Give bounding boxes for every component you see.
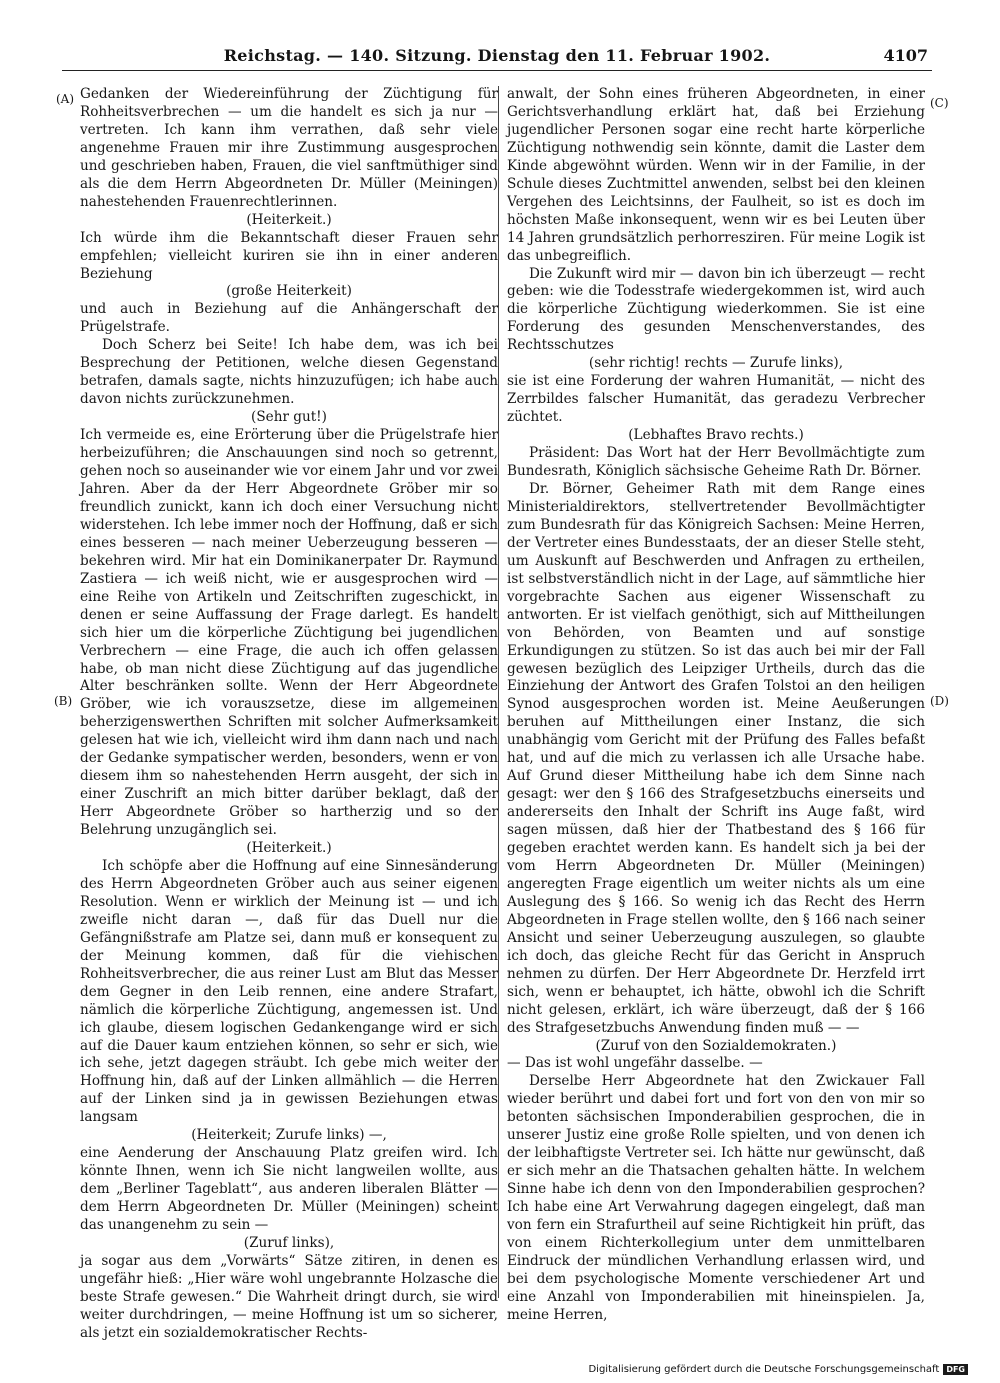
interjection: (Sehr gut!) <box>251 409 327 426</box>
paragraph: — Das ist wohl ungefähr dasselbe. — <box>507 1055 763 1072</box>
paragraph: Die Zukunft wird mir — davon bin ich überzeugt — recht geben: wie die Todesstrafe wiedergekommen ist, wird auch die körperliche Züchtigung wiederkommen. Sie ist eine Forderung des gesunden Menschenverstandes, des Rechtsschutzes <box>507 265 925 354</box>
paragraph: Ich würde ihm die Bekanntschaft dieser Frauen sehr empfehlen; vielleicht kuriren sie ihn in einer anderen Beziehung <box>80 229 498 282</box>
interjection: (sehr richtig! rechts — Zurufe links), <box>588 355 844 372</box>
page-header <box>62 42 932 71</box>
paragraph: Ich schöpfe aber die Hoffnung auf eine Sinnesänderung des Herrn Abgeordneten Gröber auch aus seiner eigenen Resolution. Wenn er wirklich der Meinung ist — und ich zweifle nicht daran —, daß für das Duell nur die Gefängnißstrafe am Platze sei, dann muß er konsequent zu der Meinung kommen, daß für die viehischen Rohheitsverbrecher, die aus reiner Lust am Blut das Messer dem Gegner in den Leib rennen, eine andere Strafart, nämlich die körperliche Züchtigung, angemessen ist. Und ich glaube, diesem logischen Gedankengange wird er sich auf die Dauer kaum entziehen können, so sehr er sich, wie ich sehe, jetzt dagegen sträubt. Ich gebe mich weiter der Hoffnung hin, daß auf der Linken allmählich — die Herren auf der Linken sind ja in gewissen Beziehungen etwas langsam <box>80 857 498 1126</box>
interjection: (Heiterkeit; Zurufe links) —, <box>191 1127 387 1144</box>
column-divider <box>498 86 499 1298</box>
interjection: (Zuruf von den Sozialdemokraten.) <box>595 1037 837 1054</box>
footer-text: Digitalisierung gefördert durch die Deutsche Forschungsgemeinschaft <box>588 1364 940 1375</box>
interjection: (Zuruf links), <box>243 1235 335 1251</box>
interjection: (Lebhaftes Bravo rechts.) <box>628 427 804 444</box>
speaker-paragraph: Dr. Börner, Geheimer Rath mit dem Range eines Ministerialdirektors, stellvertretender Bevollmächtigter zum Bundesrath für das Königreich Sachsen: Meine Herren, der Vertreter eines Bundesstaats, der an dieser Stelle steht, um Auskunft auf Beschwerden und Anfragen zu ertheilen, ist selbstverständlich nicht in der Lage, auf sämmtliche hier vorgebrachte Sachen aus eigener Wissenschaft zu antworten. Er ist vielfach genöthigt, sich auf Mittheilungen von Behörden, von Beamten und auf sonstige Erkundigungen zu stützen. So ist das auch bei mir der Fall gewesen bezüglich des Leipziger Urtheils, durch das die Einziehung der Antwort des Grafen Tolstoi an den heiligen Synod ausgesprochen worden ist. Meine Aeußerungen beruhen auf Mittheilungen einer Instanz, die sich unabhängig vom Gericht mit der Prüfung des Falles befaßt hat, und auf die mich zu verlassen ich alle Ursache habe. Auf Grund dieser Mittheilung habe ich dem Sinne nach gesagt: wer den § 166 des Strafgesetzbuchs einerseits und andererseits den Inhalt der Schrift ins Auge faßt, wird sagen müssen, daß hier der Thatbestand des § 166 für gegeben erachtet werden kann. Es handelt sich ja bei der vom Herrn Abgeordneten Dr. Müller (Meiningen) angeregten Frage eigentlich um weiter nichts als um eine Auslegung des § 166. So wenig ich das Recht des Herrn Abgeordneten in Frage stellen wollte, den § 166 nach seiner Ansicht und seiner Ueberzeugung auszulegen, so glaubte ich doch, das gleiche Recht für das Gericht in Anspruch nehmen zu dürfen. Der Herr Abgeordnete Dr. Herzfeld irrt sich, wenn er behauptet, ich hätte, obwohl ich die Schrift nicht gelesen, erklärt, ich wäre überzeugt, daß der § 166 des Strafgesetzbuchs Anwendung finden muß — — <box>507 480 925 1036</box>
interjection: (große Heiterkeit) <box>226 283 352 300</box>
left-column <box>80 86 498 1341</box>
right-column <box>507 86 925 1323</box>
paragraph: sie ist eine Forderung der wahren Humanität, — nicht des Zerrbildes falscher Humanität, das geradezu Verbrecher züchtet. <box>507 373 925 426</box>
speaker-paragraph: Präsident: Das Wort hat der Herr Bevollmächtigte zum Bundesrath, Königlich sächsische Geheime Rath Dr. Börner. <box>507 445 925 480</box>
dfg-logo: DFG <box>943 1364 968 1375</box>
margin-mark-a: (A) <box>56 92 75 106</box>
page-number: 4107 <box>883 46 928 65</box>
paragraph: ja sogar aus dem „Vorwärts“ Sätze zitiren, in denen es ungefähr hieß: „Hier wäre wohl ungebrannte Holzasche die beste Strafe gewesen.“ Die Wahrheit dringt durch, sie wird weiter durchdringen, — meine Hoffnung ist um so sicherer, als jetzt ein sozialdemokratischer Rechts- <box>80 1252 498 1341</box>
funding-footer <box>588 1364 968 1375</box>
interjection: (Heiterkeit.) <box>246 211 332 228</box>
interjection: (Heiterkeit.) <box>246 840 332 857</box>
paragraph: anwalt, der Sohn eines früheren Abgeordneten, in einer Gerichtsverhandlung erklärt hat, daß bei Erziehung jugendlicher Personen sogar eine recht harte körperliche Züchtigung nothwendig sein könnte, damit die Laster dem Kinde abgewöhnt würden. Wenn wir in der Familie, in der Schule dieses Zuchtmittel anwenden, selbst bei den kleinen Vergehen des Leichtsinns, der Faulheit, so ist es doch im höchsten Maße inkonsequent, wenn wir es bei Leuten über 14 Jahren grundsätzlich perhorresziren. Für meine Logik ist das unbegreiflich. <box>507 86 925 264</box>
margin-mark-b: (B) <box>54 694 73 708</box>
running-title: Reichstag. — 140. Sitzung. Dienstag den 11. Februar 1902. <box>223 46 771 65</box>
paragraph: und auch in Beziehung auf die Anhängerschaft der Prügelstrafe. <box>80 301 498 336</box>
paragraph: Doch Scherz bei Seite! Ich habe dem, was ich bei Besprechung der Petitionen, welche diesen Gegenstand betrafen, damals sagte, nichts hinzuzufügen; ich habe auch davon nichts zurückzunehmen. <box>80 337 498 408</box>
paragraph: Derselbe Herr Abgeordnete hat den Zwickauer Fall wieder berührt und dabei fort und fort von den von mir so betonten sächsischen Imponderabilien gesprochen, die in unserer Justiz eine große Rolle spielten, und von denen ich der leibhaftigste Vertreter sei. Ich hätte nur gewünscht, daß er sich mehr an die Thatsachen gehalten hätte. In welchem Sinne habe ich denn von den Imponderabilien gesprochen? Ich habe eine Art Verwahrung dagegen eingelegt, daß man von fern ein Strafurtheil auf seine Richtigkeit hin prüft, das von einem Richterkollegium unter dem unmittelbaren Eindruck der mündlichen Verhandlung erlassen wird, und bei dem psychologische Momente verschiedener Art und eine Anzahl von Imponderabilien mit hineinspielen. Ja, meine Herren, <box>507 1073 925 1323</box>
margin-mark-d: (D) <box>930 694 949 708</box>
margin-mark-c: (C) <box>930 96 949 110</box>
paragraph: Ich vermeide es, eine Erörterung über die Prügelstrafe hier herbeizuführen; die Anschauungen sind noch so getrennt, gehen noch so auseinander wie vor einem Jahr und vor zwei Jahren. Aber da der Herr Abgeordnete Gröber mir so freundlich zunickt, kann ich doch einer Versuchung nicht widerstehen. Ich lebe immer noch der Hoffnung, daß er sich eines besseren — nach meiner Ueberzeugung besseren — bekehren wird. Mir hat ein Dominikanerpater Dr. Raymund Zastiera — ich weiß nicht, wie er ausgesprochen wird — eine Reihe von Artikeln und Zeitschriften zugeschickt, in denen er seine Auffassung der Frage darlegt. Es handelt sich hier um die körperliche Züchtigung bei jugendlichen Verbrechern — eine Frage, die auch ich offen gelassen habe, ob man nicht diese Züchtigung auf das jugendliche Alter beschränken sollte. Wenn der Herr Abgeordnete Gröber, wie ich vorauszsetze, diese im allgemeinen beherzigenswerthen Schriften mit solcher Aufmerksamkeit gelesen hat wie ich, vielleicht wird ihm dann nach und nach der Gedanke sympatischer werden, besonders, wenn er von diesem ihm so nahestehenden Herrn ausgeht, der sich in einer Zuschrift an mich bitter darüber beklagt, daß der Herr Abgeordnete Gröber so hartherzig und so der Belehrung unzugänglich sei. <box>80 427 498 839</box>
paragraph: Gedanken der Wiedereinführung der Züchtigung für Rohheitsverbrechen — um die handelt es sich ja nur — vertreten. Ich kann ihm verrathen, daß sehr viele angenehme Frauen mir ihre Zustimmung ausgesprochen und geschrieben haben, Frauen, die viel sanftmüthiger sind als die dem Herrn Abgeordneten Dr. Müller (Meiningen) nahestehenden Frauenrechtlerinnen. <box>80 86 498 210</box>
paragraph: eine Aenderung der Anschauung Platz greifen wird. Ich könnte Ihnen, wenn ich Sie nicht langweilen wollte, aus dem „Berliner Tageblatt“, aus anderen liberalen Blätter — dem Herrn Abgeordneten Dr. Müller (Meiningen) scheint das unangenehm zu sein — <box>80 1145 498 1234</box>
